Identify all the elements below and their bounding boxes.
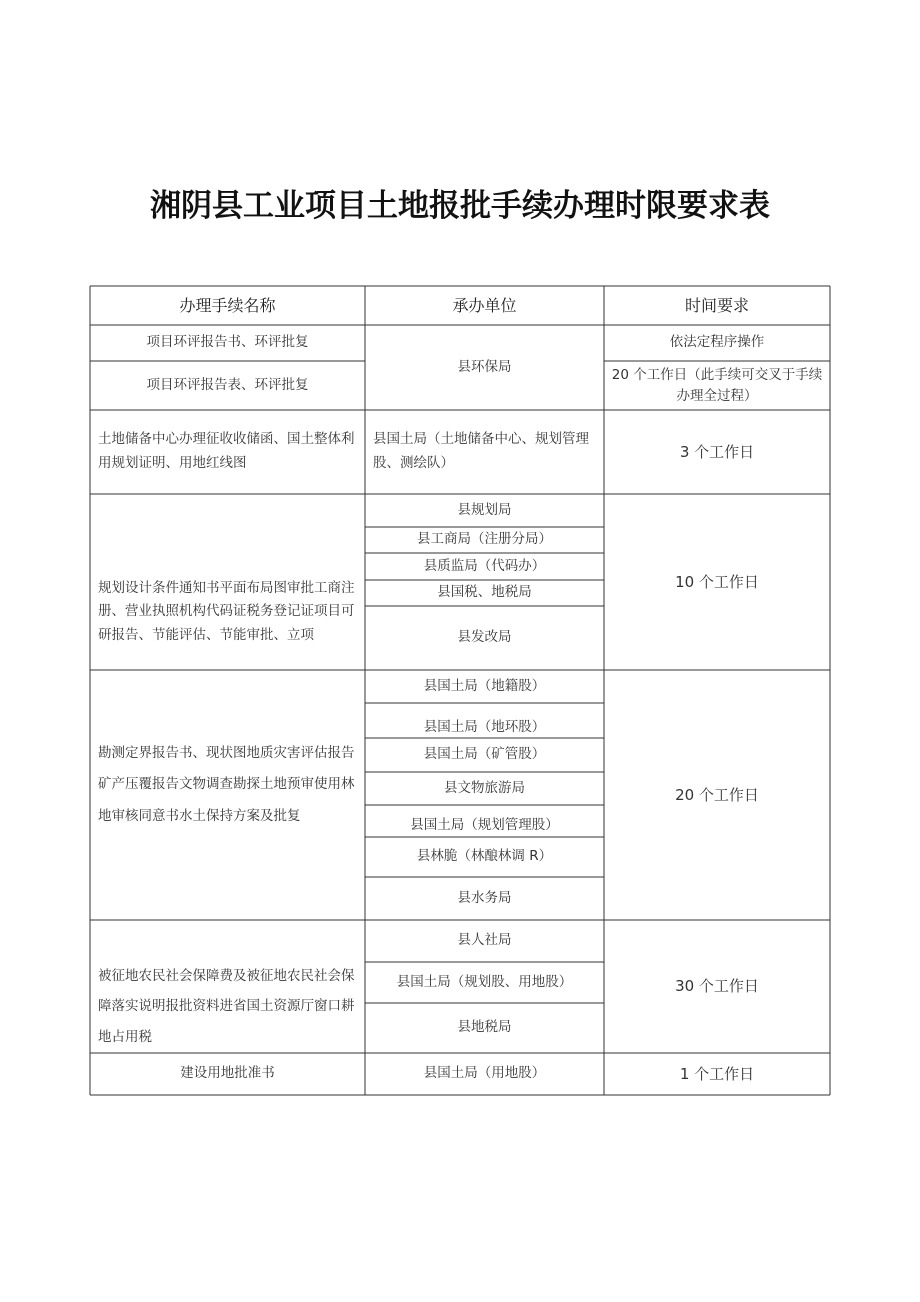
header-procedure: 办理手续名称: [179, 295, 276, 315]
unit-cell: 县工商局（注册分局）: [417, 531, 552, 548]
unit-cell: 县地税局: [457, 1019, 512, 1036]
unit-cell: 县国土局（规划股、用地股）: [396, 973, 573, 990]
unit-cell: 县水务局: [457, 889, 512, 906]
time-cell: 1 个工作日: [679, 1064, 755, 1083]
procedure-cell: 项目环评报告表、环评批复: [146, 376, 309, 393]
time-cell: 3 个工作日: [679, 442, 755, 461]
procedure-cell: 规划设计条件通知书平面布局图审批工商注册、营业执照机构代码证税务登记证项目可研报告、节能评估、节能审批、立项: [98, 579, 355, 643]
procedure-cell: 土地储备中心办理征收收储函、国土整体利用规划证明、用地红线图: [98, 431, 355, 471]
procedure-cell: 勘测定界报告书、现状图地质灾害评估报告矿产压覆报告文物调查勘探土地预审使用林地审核同意书水土保持方案及批复: [98, 745, 355, 824]
time-cell: 30 个工作日: [675, 977, 759, 996]
unit-cell: 县国土局（土地储备中心、规划管理股、测绘队）: [373, 431, 589, 471]
unit-cell: 县国税、地税局: [437, 584, 532, 601]
unit-cell: 县国土局（用地股）: [423, 1065, 546, 1082]
unit-cell: 县国土局（地籍股）: [423, 677, 546, 694]
header-time: 时间要求: [684, 295, 749, 315]
header-unit: 承办单位: [452, 295, 517, 315]
procedure-cell: 项目环评报告书、环评批复: [146, 334, 309, 351]
unit-cell: 县林脆（林酿林调 R）: [416, 848, 553, 865]
time-cell: 20 个工作日: [675, 785, 759, 804]
time-cell: 20 个工作日（此手续可交叉于手续办理全过程）: [611, 366, 823, 404]
unit-cell: 县文物旅游局: [444, 779, 525, 796]
unit-cell: 县国土局（矿管股）: [423, 746, 546, 763]
unit-cell: 县发改局: [457, 629, 512, 646]
document-title: 湘阴县工业项目土地报批手续办理时限要求表: [150, 188, 770, 224]
unit-cell: 县质监局（代码办）: [423, 557, 546, 574]
procedure-cell: 建设用地批准书: [180, 1065, 275, 1082]
time-cell: 依法定程序操作: [669, 334, 765, 351]
unit-cell: 县国土局（规划管理股）: [410, 817, 559, 834]
unit-cell: 县环保局: [457, 358, 512, 375]
unit-cell: 县国土局（地环股）: [423, 718, 546, 735]
time-cell: 10 个工作日: [675, 572, 759, 591]
unit-cell: 县规划局: [457, 501, 512, 518]
unit-cell: 县人社局: [457, 932, 512, 949]
procedure-cell: 被征地农民社会保障费及被征地农民社会保障落实说明报批资料进省国土资源厅窗口耕地占用税: [98, 967, 355, 1045]
